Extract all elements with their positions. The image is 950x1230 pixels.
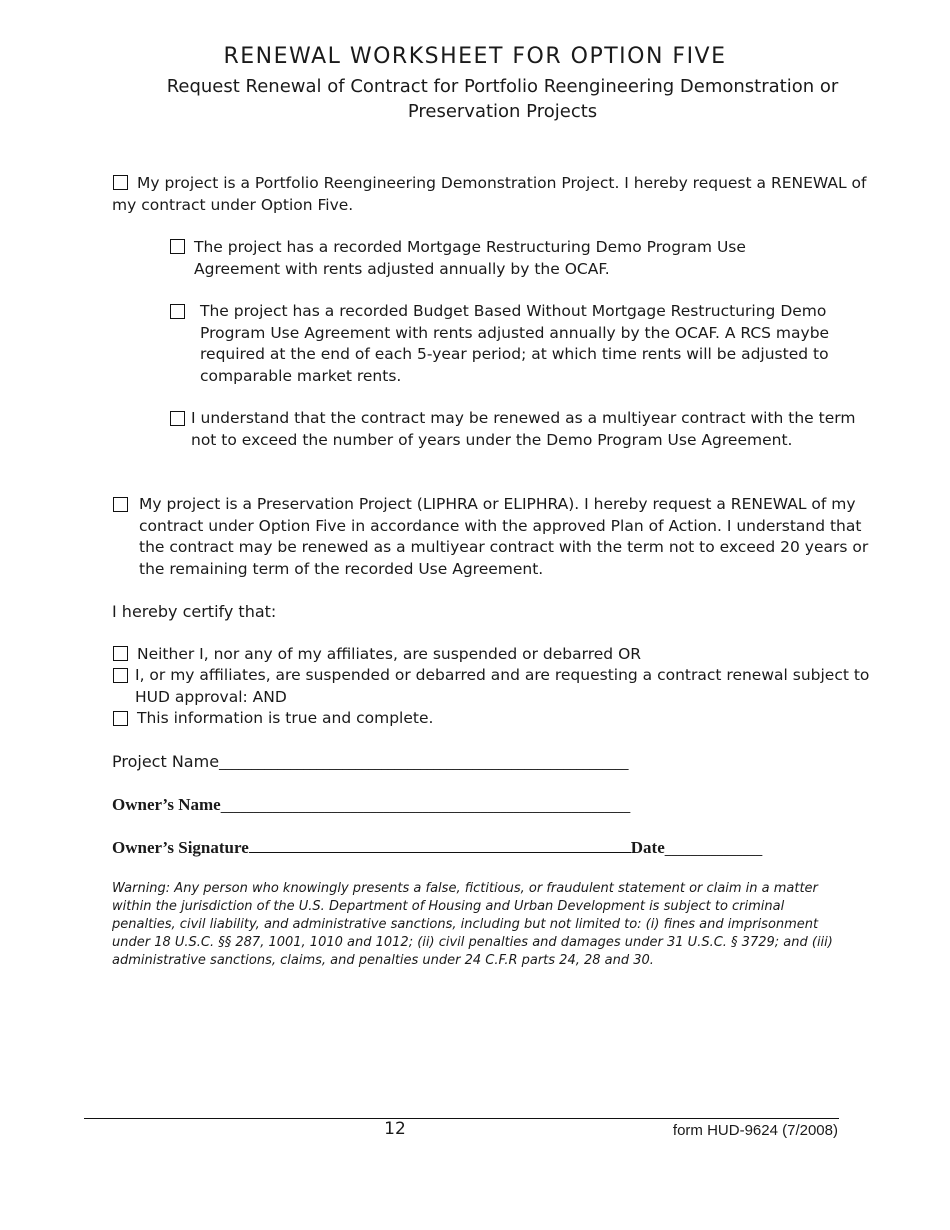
date-label: Date (630, 838, 665, 857)
project-name-blank[interactable]: _______________________________________________________________ (219, 756, 629, 771)
demo-mortgage-agreement-text: The project has a recorded Mortgage Restructuring Demo Program Use Agreement with rents adjusted annually by the OCAF. (194, 238, 746, 278)
demo-mortgage-agreement-checkbox[interactable] (170, 239, 185, 254)
debarred-requesting-text: I, or my affiliates, are suspended or debarred and are requesting a contract renewal subject to HUD approval: AND (135, 666, 870, 706)
debarred-requesting-checkbox[interactable] (113, 668, 128, 683)
not-debarred-text: Neither I, nor any of my affiliates, are suspended or debarred OR (137, 645, 642, 663)
date-blank[interactable]: _______________ (664, 842, 763, 857)
owner-name-blank[interactable]: _______________________________________________________________ (220, 799, 631, 814)
not-debarred-checkbox[interactable] (113, 646, 128, 661)
project-name-field[interactable] (112, 752, 629, 771)
page-title: RENEWAL WORKSHEET FOR OPTION FIVE (223, 44, 727, 69)
page-subtitle: Request Renewal of Contract for Portfolio Reengineering Demonstration or Preservation Projects (166, 76, 839, 122)
preservation-project-checkbox[interactable] (113, 497, 128, 512)
demo-budget-agreement-text: The project has a recorded Budget Based Without Mortgage Restructuring Demo Program Use Agreement with rents adjusted annually by the OCAF. A RCS maybe required at the end of each 5-year period; at which time rents will be adjusted to comparable market rents. (200, 302, 830, 385)
project-name-label: Project Name (112, 752, 220, 771)
warning-text: Warning: Any person who knowingly presents a false, fictitious, or fraudulent statement or claim in a matter within the jurisdiction of the U.S. Department of Housing and Urban Development is subject to criminal penalties, civil liability, and administrative sanctions, including but not limited to: (i) fines and imprisonment under 18 U.S.C. §§ 287, 1001, 1010 and 1012; (ii) civil penalties and damages under 31 U.S.C. § 3729; and (iii) administrative sanctions, claims, and penalties under 24 C.F.R parts 24, 28 and 30. (112, 881, 833, 968)
owner-name-field[interactable] (112, 795, 630, 815)
demo-project-text: My project is a Portfolio Reengineering Demonstration Project. I hereby request a RENEWAL of my contract under Option Five. (112, 174, 867, 214)
page-number: 12 (384, 1119, 406, 1139)
demo-multiyear-text: I understand that the contract may be renewed as a multiyear contract with the term not to exceed the number of years under the Demo Program Use Agreement. (191, 409, 856, 449)
owner-signature-label: Owner’s Signature (112, 838, 249, 857)
owner-signature-field[interactable] (112, 838, 762, 858)
true-complete-text: This information is true and complete. (137, 709, 434, 727)
owner-name-label: Owner’s Name (112, 795, 221, 814)
owner-signature-line[interactable] (249, 840, 631, 853)
demo-multiyear-checkbox[interactable] (170, 411, 185, 426)
footer-divider (84, 1118, 839, 1119)
form-identifier: form HUD-9624 (7/2008) (672, 1122, 838, 1139)
demo-budget-agreement-checkbox[interactable] (170, 304, 185, 319)
preservation-project-text: My project is a Preservation Project (LIPHRA or ELIPHRA). I hereby request a RENEWAL of my contract under Option Five in accordance with the approved Plan of Action. I understand that the contract may be renewed as a multiyear contract with the term not to exceed 20 years or the remaining term of the recorded Use Agreement. (139, 495, 869, 578)
true-complete-checkbox[interactable] (113, 711, 128, 726)
certify-heading: I hereby certify that: (112, 602, 277, 621)
